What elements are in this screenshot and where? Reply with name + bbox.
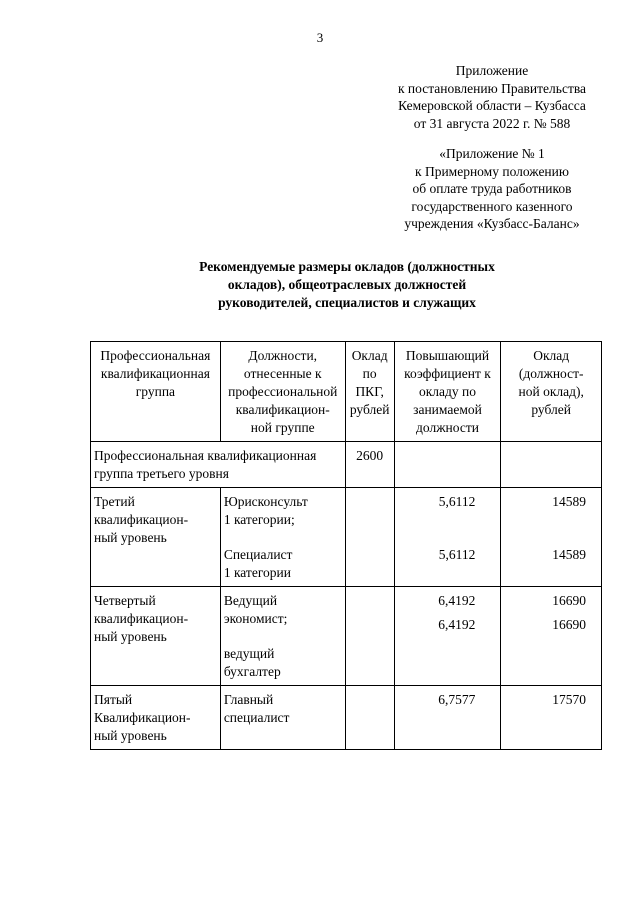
pkg-salary-empty [345, 686, 394, 750]
coefficients [394, 488, 501, 587]
position-names [220, 488, 345, 587]
header-text: Должности, [248, 348, 318, 363]
title-line: окладов), общеотраслевых должностей [227, 277, 467, 292]
header-text: коэффициент к [404, 366, 491, 381]
level-name [91, 686, 221, 750]
header-text: квалификационная [100, 366, 210, 381]
header-text: занимаемой [413, 402, 482, 417]
coefficient-value: 6,7577 [438, 692, 476, 707]
level-text: Квалификацион- [94, 710, 191, 725]
header-coefficient [394, 342, 501, 442]
appendix-1-line: «Приложение № 1 [439, 146, 545, 161]
salaries [501, 587, 602, 686]
header-group [91, 342, 221, 442]
header-pkg-salary [345, 342, 394, 442]
header-text: рублей [531, 402, 571, 417]
salary-table [90, 341, 602, 750]
group-name [91, 442, 346, 488]
position-text: специалист [223, 710, 290, 725]
level-text: Четвертый [94, 593, 156, 608]
appendix-header-line: Кемеровской области – Кузбасса [398, 98, 586, 113]
header-text: ПКГ, [355, 384, 384, 399]
group-salary: 2600 [345, 442, 394, 488]
header-text: ной группе [250, 420, 315, 435]
header-text: отнесенные к [243, 366, 322, 381]
header-text: по [362, 366, 377, 381]
salaries [501, 686, 602, 750]
position-text: бухгалтер [223, 664, 281, 679]
position-text: Ведущий [223, 593, 278, 608]
header-text: квалификацион- [235, 402, 330, 417]
table-group-row [91, 442, 602, 488]
page-number: 3 [316, 30, 324, 45]
position-text: Специалист [223, 547, 293, 562]
position-text: экономист; [223, 611, 288, 626]
header-text: окладу по [418, 384, 476, 399]
level-name [91, 587, 221, 686]
position-names [220, 587, 345, 686]
salary-value: 14589 [552, 547, 586, 562]
header-text: ной оклад), [518, 384, 584, 399]
header-text: Оклад [533, 348, 570, 363]
header-text: группа [135, 384, 176, 399]
level-text: Пятый [94, 692, 133, 707]
table-row [91, 587, 602, 686]
level-text: ный уровень [94, 530, 167, 545]
coefficient-value: 6,4192 [438, 593, 476, 608]
pkg-salary-empty [345, 587, 394, 686]
position-text: Юрисконсульт [223, 494, 308, 509]
header-text: должности [416, 420, 479, 435]
level-name [91, 488, 221, 587]
coefficient-value: 5,6112 [438, 547, 476, 562]
level-text: ный уровень [94, 728, 167, 743]
title-line: руководителей, специалистов и служащих [218, 295, 476, 310]
appendix-header [372, 62, 612, 132]
header-salary [501, 342, 602, 442]
appendix-header-line: от 31 августа 2022 г. № 588 [413, 115, 571, 131]
group-coef-empty [394, 442, 501, 488]
header-positions [220, 342, 345, 442]
header-text: (должност- [518, 366, 584, 381]
header-text: Профессиональная [100, 348, 211, 363]
group-text: Профессиональная квалификационная [94, 448, 317, 463]
coefficient-value: 6,4192 [438, 617, 476, 632]
appendix-header-line: к постановлению Правительства [397, 80, 587, 96]
group-text: группа третьего уровня [94, 466, 229, 481]
salary-value: 16690 [552, 617, 586, 632]
salary-value: 16690 [552, 593, 586, 608]
position-text: 1 категории [223, 565, 291, 580]
salary-value: 14589 [552, 494, 586, 509]
appendix-1-header [372, 145, 612, 233]
appendix-1-line: государственного казенного [411, 198, 573, 214]
level-text: ный уровень [94, 629, 167, 644]
document-title [0, 258, 640, 312]
table-header-row [91, 342, 602, 442]
appendix-1-line: к Примерному положению [415, 163, 569, 179]
header-text: Повышающий [405, 348, 490, 363]
level-text: квалификацион- [94, 512, 189, 527]
coefficient-value: 5,6112 [438, 494, 476, 509]
header-text: профессиональной [228, 384, 338, 399]
appendix-1-line: об оплате труда работников [412, 181, 572, 196]
salary-value: 17570 [552, 692, 586, 707]
coefficients [394, 686, 501, 750]
header-text: Оклад [351, 348, 388, 363]
coefficients [394, 587, 501, 686]
level-text: квалификацион- [94, 611, 189, 626]
position-text: 1 категории; [223, 512, 295, 527]
table-row [91, 488, 602, 587]
position-text: ведущий [223, 646, 275, 661]
header-text: рублей [349, 402, 390, 417]
table-row [91, 686, 602, 750]
position-text: Главный [223, 692, 274, 707]
appendix-header-line: Приложение [455, 63, 529, 78]
level-text: Третий [94, 494, 135, 509]
appendix-1-line: учреждения «Кузбасс-Баланс» [404, 216, 580, 231]
pkg-salary-empty [345, 488, 394, 587]
salaries [501, 488, 602, 587]
group-salary-empty [501, 442, 602, 488]
position-names [220, 686, 345, 750]
title-line: Рекомендуемые размеры окладов (должностных [199, 259, 495, 274]
